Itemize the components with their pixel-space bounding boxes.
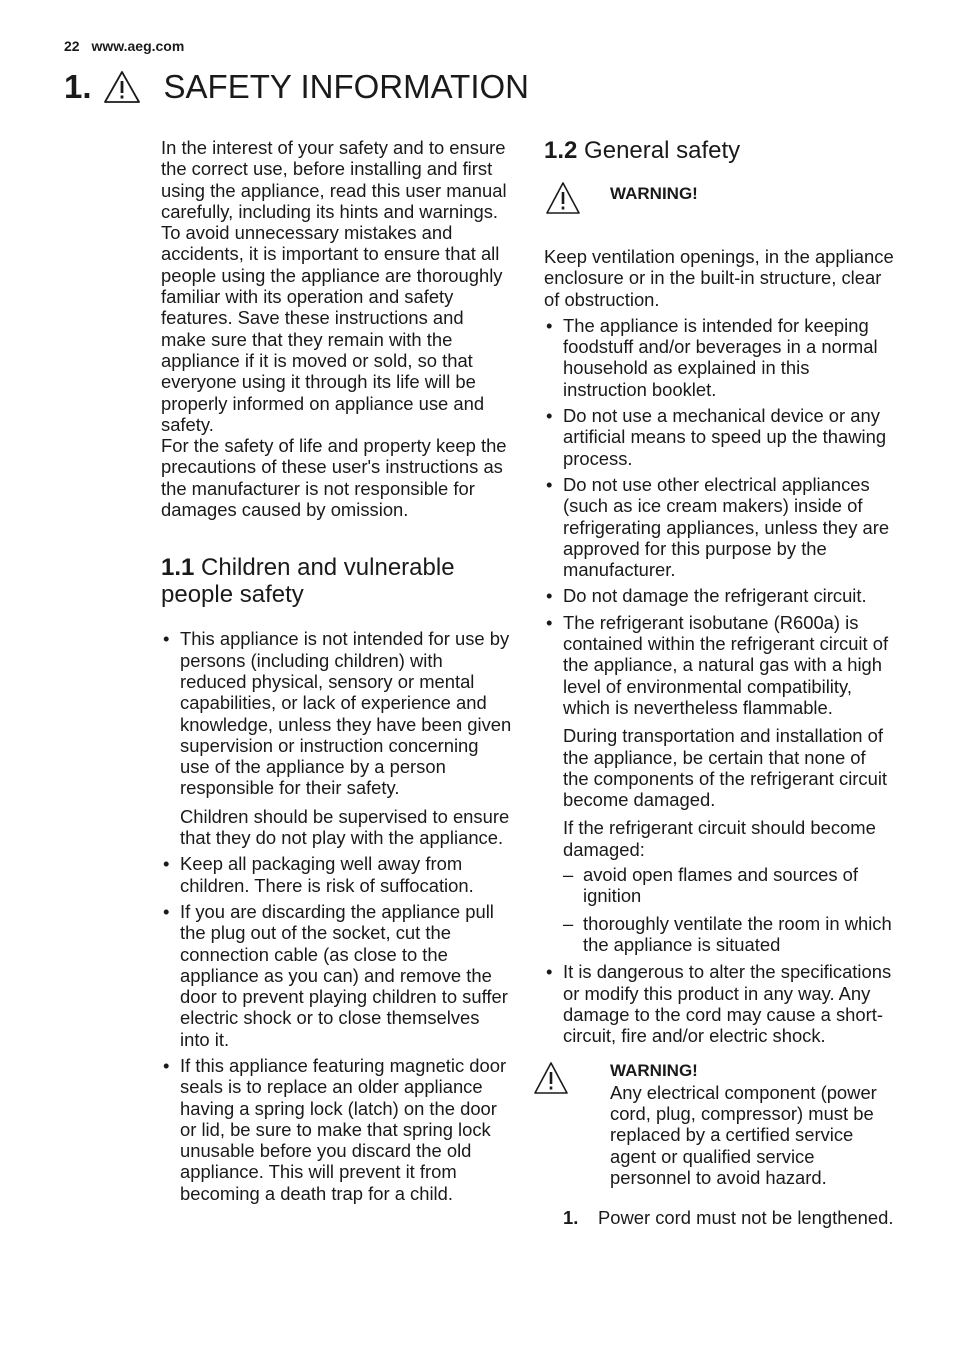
right-column bbox=[544, 137, 896, 1228]
warning-triangle-icon bbox=[544, 180, 582, 216]
list-item-text: • The refrigerant isobutane (R600a) is contained within the refrigerant circuit of the appliance, a natural gas with a high level of environmental compatibility, which is nevertheless flammable. bbox=[563, 611, 889, 718]
list-item-text: • This appliance is not intended for use by persons (including children) with reduced physical, sensory or mental capabilities, or lack of experience and knowledge, unless they have been given supervision or instruction concerning use of the appliance by a person responsible for their safety. bbox=[180, 628, 512, 799]
section-heading-children-safety bbox=[161, 554, 513, 608]
children-safety-list bbox=[161, 628, 513, 1204]
page-number: 22 bbox=[64, 38, 80, 54]
general-safety-intro: Keep ventilation openings, in the appliance enclosure or in the built-in structure, clear of obstruction. bbox=[544, 246, 894, 310]
left-column bbox=[161, 137, 513, 1209]
steps-list bbox=[563, 1207, 896, 1228]
section-title: Children and vulnerable people safety bbox=[161, 554, 455, 609]
list-item-text: • Do not damage the refrigerant circuit. bbox=[563, 585, 867, 607]
general-safety-list bbox=[544, 315, 896, 1047]
warning-triangle-icon bbox=[532, 1060, 570, 1096]
list-item bbox=[544, 405, 896, 469]
list-item-text: • Keep all packaging well away from children. There is risk of suffocation. bbox=[180, 853, 474, 896]
step-item bbox=[563, 1207, 896, 1228]
section-number: 1.2 bbox=[544, 137, 578, 164]
list-item-text: • Do not use other electrical appliances (such as ice cream makers) inside of refrigerating appliances, unless they are approved for this purpose by the manufacturer. bbox=[563, 473, 890, 581]
dash-list bbox=[563, 864, 896, 955]
website-url: www.aeg.com bbox=[91, 38, 185, 54]
chapter-number: 1. bbox=[64, 68, 92, 105]
dash-item: – avoid open flames and sources of ignition bbox=[563, 864, 896, 907]
list-item-text: • If this appliance featuring magnetic door seals is to replace an older appliance having a spring lock (latch) on the door or lid, be sure to make that spring lock unusable before you discard the old appliance. This will prevent it from becoming a death trap for a child. bbox=[180, 1054, 507, 1204]
list-item bbox=[544, 315, 896, 400]
list-item-extra: If the refrigerant circuit should become damaged: bbox=[563, 817, 876, 860]
warning-triangle-icon bbox=[102, 69, 142, 105]
list-item bbox=[544, 612, 896, 955]
intro-paragraph: In the interest of your safety and to ensure the correct use, before installing and first using the appliance, read this user manual carefully, including its hints and warnings. To avoid unnecessary mistakes and accidents, it is important to ensure that all people using the appliance are thoroughly familiar with its operation and safety features. Save these instructions and make sure that they remain with the appliance if it is moved or sold, so that everyone using it through its life will be properly informed on appliance use and safety. bbox=[161, 137, 507, 435]
section-number: 1.1 bbox=[161, 554, 195, 582]
list-item-extra: Children should be supervised to ensure that they do not play with the appliance. bbox=[180, 805, 510, 849]
warning-label: WARNING! bbox=[610, 1061, 698, 1081]
list-item-text: • If you are discarding the appliance pull the plug out of the socket, cut the connection cable (as close to the appliance as you can) and remove the door to prevent playing children to suffer electric shock or to close themselves into it. bbox=[180, 900, 508, 1050]
chapter-title bbox=[64, 68, 529, 106]
list-item bbox=[161, 901, 513, 1050]
chapter-heading: SAFETY INFORMATION bbox=[163, 68, 529, 105]
list-item bbox=[161, 853, 513, 896]
list-item-text: • It is dangerous to alter the specifications or modify this product in any way. Any damage to the cord may cause a short-circuit, fire and/or electric shock. bbox=[563, 961, 892, 1047]
warning-body bbox=[610, 1060, 896, 1188]
intro-paragraph: For the safety of life and property keep the precautions of these user's instructions as the manufacturer is not responsible for damages caused by omission. bbox=[161, 435, 507, 521]
warning-text: Any electrical component (power cord, plug, compressor) must be replaced by a certified service agent or qualified service personnel to avoid hazard. bbox=[610, 1081, 877, 1188]
section-title: General safety bbox=[584, 137, 741, 164]
warning-box bbox=[532, 1060, 896, 1188]
dash-item: – thoroughly ventilate the room in which the appliance is situated bbox=[563, 913, 896, 956]
step-text: Power cord must not be lengthened. bbox=[598, 1207, 894, 1229]
page-header bbox=[64, 38, 184, 54]
list-item bbox=[161, 628, 513, 848]
list-item bbox=[544, 961, 896, 1046]
step-number: 1. bbox=[563, 1207, 579, 1229]
list-item bbox=[161, 1055, 513, 1204]
list-item bbox=[544, 474, 896, 580]
list-item-text: • The appliance is intended for keeping foodstuff and/or beverages in a normal household as explained in this instruction booklet. bbox=[563, 314, 878, 400]
list-item-text: • Do not use a mechanical device or any artificial means to speed up the thawing process. bbox=[563, 405, 887, 469]
warning-body bbox=[610, 182, 698, 204]
section-heading-general-safety bbox=[544, 137, 896, 164]
list-item-extra: During transportation and installation of the appliance, be certain that none of the components of the refrigerant circuit become damaged. bbox=[563, 725, 888, 811]
list-item bbox=[544, 585, 896, 606]
warning-box bbox=[544, 180, 896, 216]
warning-label: WARNING! bbox=[610, 184, 698, 203]
